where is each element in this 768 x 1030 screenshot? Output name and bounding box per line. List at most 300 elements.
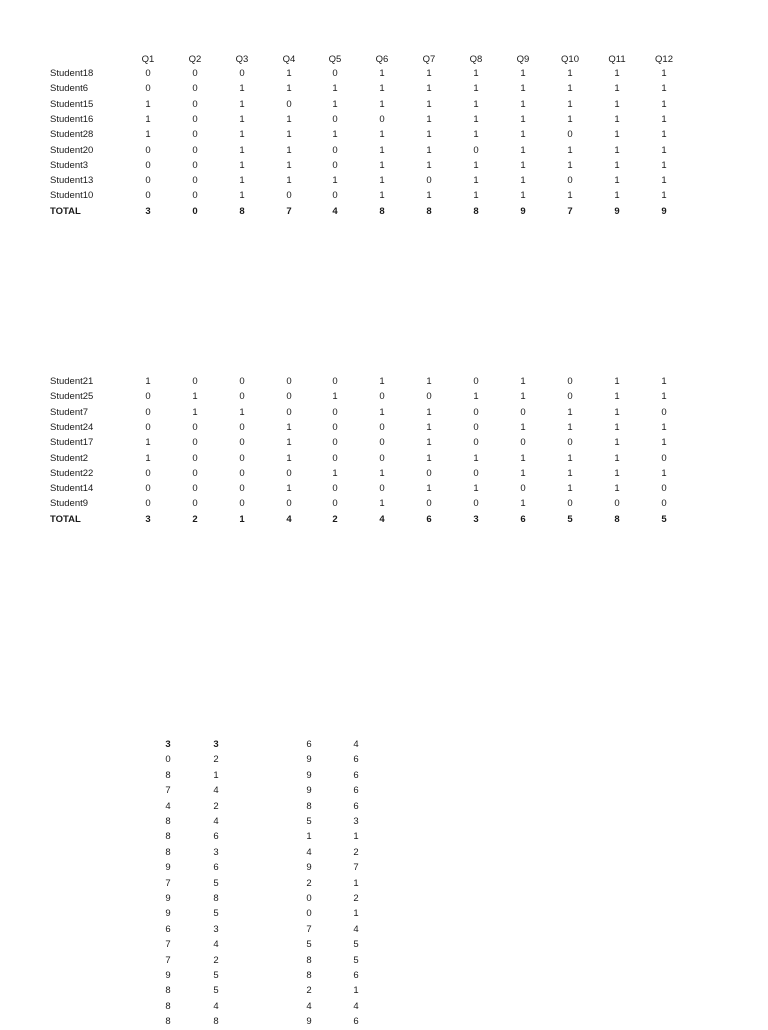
score-cell-q12: 1 (661, 68, 667, 79)
score-cell-q8: 0 (473, 467, 479, 479)
summary-cell: 1 (353, 908, 359, 920)
score-cell-q6: 0 (379, 421, 385, 433)
score-cell-q6: 1 (379, 129, 385, 141)
score-cell-q6: 1 (379, 190, 385, 202)
score-cell-q7: 1 (426, 144, 432, 156)
student-name: Student14 (50, 483, 94, 495)
header-q2: Q2 (188, 54, 202, 65)
total-cell-q1: 3 (145, 205, 151, 217)
score-cell-q2: 0 (192, 437, 198, 449)
total-cell-q6: 8 (379, 205, 385, 217)
summary-cell: 4 (165, 800, 171, 812)
summary-cell: 9 (165, 862, 171, 874)
score-cell-q3: 0 (239, 437, 245, 449)
student-name: Student16 (50, 113, 94, 125)
score-cell-q11: 1 (614, 376, 620, 387)
student-name: Student25 (50, 391, 94, 403)
score-cell-q2: 0 (192, 483, 198, 495)
score-cell-q7: 1 (426, 452, 432, 464)
score-cell-q5: 0 (332, 498, 338, 510)
summary-cell: 5 (213, 877, 219, 889)
summary-cell: 1 (213, 769, 219, 781)
score-cell-q4: 0 (286, 406, 292, 418)
summary-cell: 7 (353, 862, 359, 874)
score-cell-q10: 1 (567, 483, 573, 495)
score-cell-q4: 1 (286, 452, 292, 464)
score-cell-q3: 0 (239, 421, 245, 433)
score-cell-q1: 1 (145, 98, 151, 110)
score-cell-q11: 1 (614, 98, 620, 110)
score-cell-q2: 0 (192, 467, 198, 479)
score-cell-q5: 1 (332, 98, 338, 110)
header-q9: Q9 (516, 54, 530, 65)
summary-cell: 9 (306, 785, 312, 797)
score-cell-q5: 0 (332, 159, 338, 171)
summary-cell: 3 (353, 816, 359, 827)
score-cell-q3: 1 (239, 406, 245, 418)
score-cell-q11: 1 (614, 421, 620, 433)
score-cell-q10: 1 (567, 467, 573, 479)
score-cell-q5: 1 (332, 391, 338, 403)
score-cell-q12: 1 (661, 159, 667, 171)
summary-cell: 1 (353, 877, 359, 889)
score-cell-q10: 0 (567, 175, 573, 187)
score-cell-q10: 1 (567, 83, 573, 95)
summary-cell: 2 (213, 800, 219, 812)
summary-cell: 7 (306, 923, 312, 935)
score-cell-q6: 0 (379, 437, 385, 449)
summary-cell: 0 (306, 908, 312, 920)
score-cell-q4: 1 (286, 68, 292, 79)
score-cell-q6: 1 (379, 498, 385, 510)
summary-cell: 8 (306, 800, 312, 812)
score-cell-q1: 1 (145, 129, 151, 141)
score-cell-q4: 1 (286, 437, 292, 449)
summary-cell: 5 (306, 939, 312, 951)
score-cell-q12: 1 (661, 144, 667, 156)
score-cell-q3: 0 (239, 452, 245, 464)
score-cell-q2: 0 (192, 175, 198, 187)
score-cell-q8: 1 (473, 113, 479, 125)
score-cell-q4: 0 (286, 467, 292, 479)
score-cell-q5: 0 (332, 406, 338, 418)
summary-cell: 6 (353, 785, 359, 797)
total-cell-q5: 4 (332, 205, 338, 217)
summary-cell: 9 (306, 754, 312, 766)
summary-cell: 0 (165, 754, 171, 766)
score-cell-q8: 1 (473, 175, 479, 187)
score-cell-q7: 1 (426, 376, 432, 387)
score-cell-q4: 0 (286, 498, 292, 510)
score-cell-q1: 0 (145, 190, 151, 202)
score-cell-q9: 1 (520, 175, 526, 187)
summary-cell: 8 (165, 831, 171, 843)
summary-cell: 4 (306, 1000, 312, 1012)
score-cell-q4: 1 (286, 83, 292, 95)
header-q3: Q3 (235, 54, 249, 65)
score-cell-q1: 1 (145, 376, 151, 387)
summary-cell: 2 (213, 754, 219, 766)
score-cell-q7: 1 (426, 483, 432, 495)
score-cell-q12: 0 (661, 452, 667, 464)
summary-cell: 6 (353, 754, 359, 766)
score-cell-q2: 0 (192, 144, 198, 156)
score-cell-q3: 0 (239, 391, 245, 403)
score-cell-q2: 0 (192, 98, 198, 110)
summary-cell: 2 (306, 985, 312, 997)
score-cell-q7: 1 (426, 129, 432, 141)
score-cell-q5: 0 (332, 376, 338, 387)
total-cell-q6: 4 (379, 513, 385, 525)
total-cell-q9: 9 (520, 205, 526, 217)
score-cell-q2: 0 (192, 159, 198, 171)
summary-cell: 4 (213, 1000, 219, 1012)
summary-cell: 7 (165, 954, 171, 966)
score-cell-q3: 0 (239, 376, 245, 387)
score-cell-q11: 1 (614, 175, 620, 187)
score-cell-q9: 0 (520, 406, 526, 418)
student-name: Student18 (50, 68, 94, 79)
summary-cell: 3 (165, 739, 171, 750)
score-cell-q7: 1 (426, 421, 432, 433)
score-cell-q10: 1 (567, 68, 573, 79)
score-cell-q4: 0 (286, 98, 292, 110)
score-cell-q12: 1 (661, 98, 667, 110)
total-cell-q10: 5 (567, 513, 573, 525)
header-q11: Q11 (608, 54, 626, 65)
summary-cell: 6 (306, 739, 312, 750)
summary-cell: 6 (213, 831, 219, 843)
score-cell-q2: 0 (192, 190, 198, 202)
score-cell-q5: 0 (332, 113, 338, 125)
score-cell-q1: 0 (145, 391, 151, 403)
score-cell-q1: 0 (145, 68, 151, 79)
score-cell-q10: 1 (567, 144, 573, 156)
score-cell-q8: 1 (473, 452, 479, 464)
total-cell-q7: 6 (426, 513, 432, 525)
score-cell-q4: 1 (286, 483, 292, 495)
score-cell-q9: 0 (520, 437, 526, 449)
score-cell-q8: 1 (473, 190, 479, 202)
summary-cell: 7 (165, 939, 171, 951)
total-cell-q2: 0 (192, 205, 198, 217)
score-cell-q12: 1 (661, 467, 667, 479)
score-cell-q2: 0 (192, 129, 198, 141)
score-cell-q9: 1 (520, 376, 526, 387)
score-cell-q10: 1 (567, 159, 573, 171)
summary-cell: 6 (165, 923, 171, 935)
score-cell-q5: 0 (332, 437, 338, 449)
score-cell-q6: 1 (379, 159, 385, 171)
score-cell-q7: 1 (426, 98, 432, 110)
student-name: Student13 (50, 175, 94, 187)
summary-cell: 1 (353, 831, 359, 843)
summary-cell: 6 (353, 769, 359, 781)
summary-cell: 5 (213, 908, 219, 920)
score-cell-q1: 0 (145, 159, 151, 171)
score-cell-q9: 1 (520, 113, 526, 125)
score-cell-q8: 0 (473, 421, 479, 433)
score-cell-q9: 1 (520, 467, 526, 479)
student-name: Student3 (50, 159, 89, 171)
summary-cell: 4 (353, 739, 359, 750)
header-q7: Q7 (422, 54, 436, 65)
summary-cell: 3 (213, 923, 219, 935)
score-cell-q12: 0 (661, 498, 667, 510)
score-cell-q4: 1 (286, 175, 292, 187)
score-cell-q12: 1 (661, 129, 667, 141)
total-cell-q11: 9 (614, 205, 620, 217)
summary-cell: 9 (165, 908, 171, 920)
summary-cell: 1 (353, 985, 359, 997)
score-cell-q3: 0 (239, 467, 245, 479)
student-name: Student24 (50, 421, 94, 433)
score-cell-q1: 1 (145, 113, 151, 125)
total-cell-q12: 9 (661, 205, 667, 217)
score-cell-q3: 1 (239, 129, 245, 141)
score-cell-q6: 0 (379, 391, 385, 403)
score-cell-q9: 1 (520, 83, 526, 95)
score-cell-q5: 1 (332, 129, 338, 141)
summary-cell: 5 (306, 816, 312, 827)
total-cell-q5: 2 (332, 513, 338, 525)
score-cell-q6: 1 (379, 144, 385, 156)
score-cell-q9: 1 (520, 98, 526, 110)
student-name: Student17 (50, 437, 94, 449)
score-cell-q10: 1 (567, 190, 573, 202)
score-cell-q8: 1 (473, 83, 479, 95)
score-cell-q7: 1 (426, 83, 432, 95)
summary-cell: 9 (165, 893, 171, 904)
summary-cell: 8 (165, 769, 171, 781)
summary-cell: 9 (306, 862, 312, 874)
score-cell-q5: 0 (332, 421, 338, 433)
score-cell-q8: 1 (473, 129, 479, 141)
score-cell-q5: 1 (332, 467, 338, 479)
score-cell-q2: 0 (192, 452, 198, 464)
score-cell-q3: 0 (239, 68, 245, 79)
score-cell-q8: 1 (473, 483, 479, 495)
summary-cell: 2 (353, 846, 359, 858)
score-cell-q3: 1 (239, 190, 245, 202)
summary-cell: 8 (165, 1000, 171, 1012)
student-name: Student6 (50, 83, 89, 95)
score-cell-q11: 0 (614, 498, 620, 510)
score-cell-q11: 1 (614, 144, 620, 156)
score-cell-q12: 1 (661, 190, 667, 202)
summary-cell: 2 (353, 893, 359, 904)
score-cell-q10: 0 (567, 391, 573, 403)
score-cell-q10: 0 (567, 129, 573, 141)
score-cell-q4: 1 (286, 159, 292, 171)
score-cell-q1: 0 (145, 83, 151, 95)
score-cell-q5: 0 (332, 452, 338, 464)
total-cell-q3: 1 (239, 513, 245, 525)
score-cell-q6: 1 (379, 175, 385, 187)
score-cell-q8: 0 (473, 144, 479, 156)
summary-cell: 7 (165, 877, 171, 889)
score-cell-q10: 1 (567, 113, 573, 125)
score-cell-q12: 1 (661, 376, 667, 387)
score-cell-q2: 0 (192, 113, 198, 125)
student-name: Student21 (50, 376, 94, 387)
header-q5: Q5 (328, 54, 342, 65)
score-cell-q9: 0 (520, 483, 526, 495)
total-label: TOTAL (50, 513, 81, 525)
total-cell-q8: 8 (473, 205, 479, 217)
summary-cell: 8 (165, 846, 171, 858)
score-cell-q11: 1 (614, 406, 620, 418)
total-cell-q1: 3 (145, 513, 151, 525)
summary-cell: 4 (213, 816, 219, 827)
score-cell-q8: 1 (473, 98, 479, 110)
header-q4: Q4 (282, 54, 296, 65)
score-cell-q1: 0 (145, 175, 151, 187)
score-cell-q2: 1 (192, 406, 198, 418)
score-cell-q1: 1 (145, 452, 151, 464)
score-cell-q5: 0 (332, 68, 338, 79)
score-cell-q1: 0 (145, 406, 151, 418)
score-cell-q10: 0 (567, 376, 573, 387)
score-cell-q10: 1 (567, 452, 573, 464)
student-name: Student20 (50, 144, 94, 156)
score-cell-q12: 1 (661, 437, 667, 449)
score-cell-q4: 1 (286, 144, 292, 156)
summary-cell: 4 (213, 939, 219, 951)
score-cell-q1: 1 (145, 437, 151, 449)
score-cell-q6: 1 (379, 98, 385, 110)
score-cell-q12: 0 (661, 406, 667, 418)
score-cell-q10: 0 (567, 498, 573, 510)
score-cell-q7: 0 (426, 175, 432, 187)
summary-cell: 6 (213, 862, 219, 874)
summary-cell: 8 (306, 970, 312, 981)
score-cell-q12: 1 (661, 421, 667, 433)
summary-cell: 4 (353, 923, 359, 935)
score-cell-q8: 0 (473, 376, 479, 387)
score-cell-q1: 0 (145, 467, 151, 479)
score-cell-q1: 0 (145, 421, 151, 433)
score-cell-q11: 1 (614, 129, 620, 141)
score-cell-q7: 1 (426, 437, 432, 449)
summary-cell: 5 (213, 970, 219, 981)
score-cell-q7: 1 (426, 190, 432, 202)
score-cell-q8: 1 (473, 391, 479, 403)
score-cell-q7: 0 (426, 391, 432, 403)
score-cell-q8: 0 (473, 498, 479, 510)
total-cell-q8: 3 (473, 513, 479, 525)
score-cell-q8: 0 (473, 406, 479, 418)
header-q8: Q8 (469, 54, 483, 65)
student-name: Student15 (50, 98, 94, 110)
score-cell-q4: 0 (286, 376, 292, 387)
summary-cell: 2 (213, 954, 219, 966)
score-cell-q10: 1 (567, 421, 573, 433)
score-cell-q4: 0 (286, 190, 292, 202)
score-cell-q3: 1 (239, 175, 245, 187)
score-cell-q9: 1 (520, 68, 526, 79)
total-cell-q12: 5 (661, 513, 667, 525)
score-cell-q7: 0 (426, 498, 432, 510)
summary-cell: 2 (306, 877, 312, 889)
score-cell-q11: 1 (614, 483, 620, 495)
score-cell-q8: 1 (473, 68, 479, 79)
total-cell-q3: 8 (239, 205, 245, 217)
summary-cell: 8 (306, 954, 312, 966)
score-cell-q1: 0 (145, 483, 151, 495)
score-cell-q5: 1 (332, 175, 338, 187)
score-cell-q4: 1 (286, 113, 292, 125)
score-cell-q2: 0 (192, 83, 198, 95)
score-cell-q7: 0 (426, 467, 432, 479)
student-name: Student9 (50, 498, 89, 510)
score-cell-q12: 1 (661, 83, 667, 95)
score-cell-q9: 1 (520, 498, 526, 510)
score-cell-q5: 1 (332, 83, 338, 95)
summary-cell: 9 (306, 1016, 312, 1028)
summary-cell: 4 (213, 785, 219, 797)
score-cell-q6: 0 (379, 483, 385, 495)
score-cell-q10: 1 (567, 98, 573, 110)
score-cell-q11: 1 (614, 437, 620, 449)
score-cell-q11: 1 (614, 391, 620, 403)
summary-cell: 1 (306, 831, 312, 843)
score-cell-q2: 1 (192, 391, 198, 403)
score-cell-q11: 1 (614, 159, 620, 171)
summary-cell: 5 (213, 985, 219, 997)
score-cell-q2: 0 (192, 376, 198, 387)
score-cell-q9: 1 (520, 190, 526, 202)
score-cell-q3: 1 (239, 144, 245, 156)
score-cell-q2: 0 (192, 68, 198, 79)
score-cell-q3: 0 (239, 498, 245, 510)
score-cell-q12: 1 (661, 175, 667, 187)
score-cell-q3: 1 (239, 159, 245, 171)
score-cell-q12: 0 (661, 483, 667, 495)
score-cell-q9: 1 (520, 452, 526, 464)
header-q10: Q10 (561, 54, 579, 65)
student-name: Student7 (50, 406, 89, 418)
score-cell-q6: 1 (379, 467, 385, 479)
score-cell-q8: 0 (473, 437, 479, 449)
student-name: Student28 (50, 129, 94, 141)
score-cell-q11: 1 (614, 68, 620, 79)
summary-cell: 0 (306, 893, 312, 904)
summary-cell: 3 (213, 739, 219, 750)
score-cell-q11: 1 (614, 190, 620, 202)
score-cell-q1: 0 (145, 498, 151, 510)
score-cell-q9: 1 (520, 391, 526, 403)
score-cell-q9: 1 (520, 159, 526, 171)
score-cell-q5: 0 (332, 190, 338, 202)
score-cell-q11: 1 (614, 467, 620, 479)
score-cell-q5: 0 (332, 144, 338, 156)
score-cell-q4: 1 (286, 129, 292, 141)
total-cell-q4: 4 (286, 513, 292, 525)
score-cell-q2: 0 (192, 421, 198, 433)
student-name: Student22 (50, 467, 94, 479)
score-cell-q8: 1 (473, 159, 479, 171)
summary-cell: 5 (353, 939, 359, 951)
score-cell-q3: 1 (239, 83, 245, 95)
summary-cell: 8 (213, 1016, 219, 1028)
score-cell-q7: 1 (426, 113, 432, 125)
score-cell-q7: 1 (426, 159, 432, 171)
summary-cell: 4 (353, 1000, 359, 1012)
total-label: TOTAL (50, 205, 81, 217)
score-cell-q3: 0 (239, 483, 245, 495)
score-cell-q6: 1 (379, 83, 385, 95)
